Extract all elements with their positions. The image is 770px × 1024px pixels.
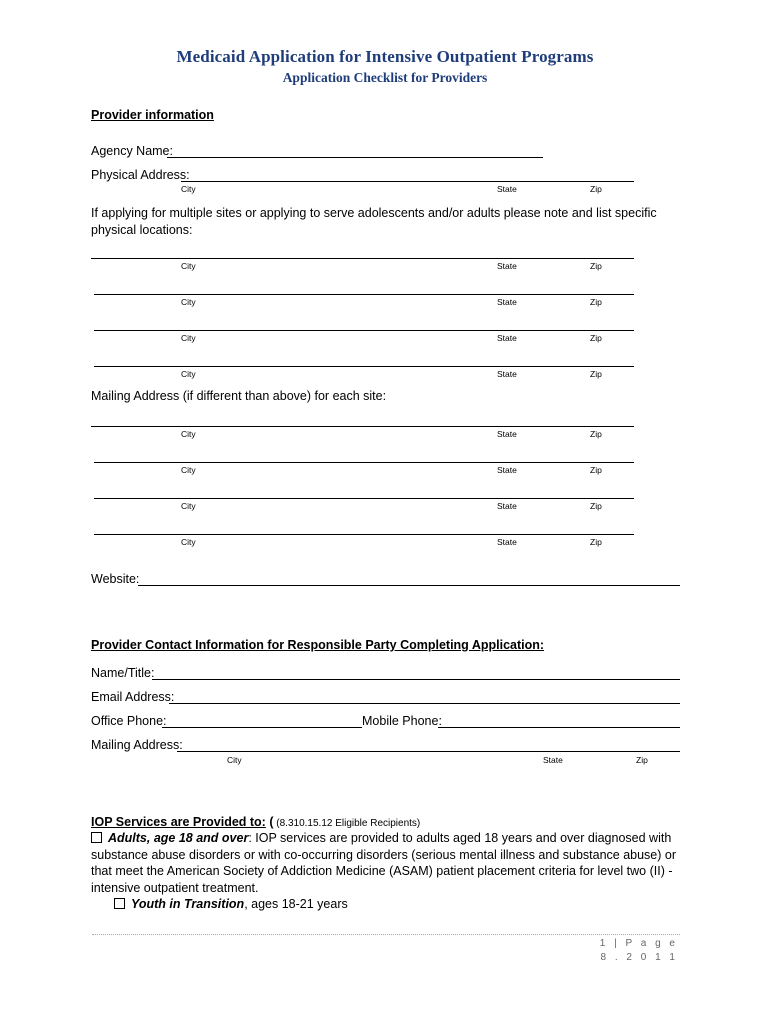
- physical-city-label: City: [181, 184, 196, 194]
- iop-heading: IOP Services are Provided to:: [91, 815, 266, 829]
- page-number-value: 1: [599, 938, 609, 949]
- site-city-label: City: [181, 333, 196, 343]
- agency-name-field[interactable]: [167, 157, 543, 158]
- mailing-site-field[interactable]: [91, 426, 634, 427]
- mailing-site-field[interactable]: [94, 534, 634, 535]
- page-label: | P a g e: [614, 938, 678, 949]
- physical-address-label: Physical Address:: [91, 168, 190, 182]
- youth-checkbox[interactable]: [114, 898, 125, 909]
- adults-checkbox[interactable]: [91, 832, 102, 843]
- physical-address-field[interactable]: [181, 181, 634, 182]
- document-title: Medicaid Application for Intensive Outpatient Programs: [176, 47, 594, 66]
- site-city-label: City: [181, 369, 196, 379]
- provider-info-heading: Provider information: [91, 108, 214, 122]
- site-address-field[interactable]: [94, 294, 634, 295]
- mailing-state-label: State: [497, 501, 517, 511]
- mobile-phone-label: Mobile Phone:: [362, 714, 442, 728]
- page-number: [600, 938, 678, 949]
- agency-name-label: Agency Name:: [91, 144, 173, 158]
- physical-state-label: State: [497, 184, 517, 194]
- iop-heading-line: [91, 813, 420, 831]
- mailing-zip-label: Zip: [590, 537, 602, 547]
- iop-heading-open: (: [265, 815, 274, 829]
- email-label: Email Address:: [91, 690, 175, 704]
- mailing-city-label: City: [181, 501, 196, 511]
- mailing-address-sites-label: Mailing Address (if different than above) for each site:: [91, 389, 387, 403]
- contact-city-label: City: [227, 755, 242, 765]
- mailing-state-label: State: [497, 465, 517, 475]
- email-field[interactable]: [169, 703, 680, 704]
- contact-zip-label: Zip: [636, 755, 648, 765]
- youth-option: [114, 896, 348, 913]
- site-state-label: State: [497, 261, 517, 271]
- office-phone-label: Office Phone:: [91, 714, 167, 728]
- youth-description: , ages 18-21 years: [244, 897, 348, 911]
- website-field[interactable]: [138, 585, 680, 586]
- iop-heading-reference: (8.310.15.12 Eligible Recipients): [273, 818, 421, 829]
- document-date: 8 . 2 0 1 1: [600, 952, 678, 963]
- contact-state-label: State: [543, 755, 563, 765]
- mobile-phone-field[interactable]: [438, 727, 680, 728]
- name-title-field[interactable]: [152, 679, 680, 680]
- multiple-sites-note: If applying for multiple sites or applying to serve adolescents and/or adults please note and list specific physical locations:: [91, 206, 657, 237]
- name-title-label: Name/Title:: [91, 666, 155, 680]
- document-subtitle: Application Checklist for Providers: [282, 70, 488, 85]
- contact-mailing-field[interactable]: [177, 751, 680, 752]
- mailing-zip-label: Zip: [590, 501, 602, 511]
- physical-zip-label: Zip: [590, 184, 602, 194]
- site-address-field[interactable]: [94, 366, 634, 367]
- site-address-field[interactable]: [91, 258, 634, 259]
- mailing-city-label: City: [181, 537, 196, 547]
- site-city-label: City: [181, 261, 196, 271]
- mailing-city-label: City: [181, 429, 196, 439]
- contact-heading: Provider Contact Information for Responsible Party Completing Application:: [91, 638, 545, 652]
- website-label: Website:: [91, 572, 140, 586]
- site-state-label: State: [497, 297, 517, 307]
- adults-option: [91, 830, 681, 896]
- site-zip-label: Zip: [590, 333, 602, 343]
- site-address-field[interactable]: [94, 330, 634, 331]
- mailing-site-field[interactable]: [94, 498, 634, 499]
- adults-description: : IOP services are provided to adults aged 18 years and over diagnosed with substance abuse disorders or with co-occurring disorders (serious mental illness and substance abuse) or that meet the American Society of Addiction Medicine (ASAM) patient placement criteria for level two (II) - intensive outpatient treatment.: [91, 831, 677, 895]
- mailing-zip-label: Zip: [590, 465, 602, 475]
- site-state-label: State: [497, 369, 517, 379]
- site-state-label: State: [497, 333, 517, 343]
- adults-label: Adults, age 18 and over: [108, 831, 249, 845]
- mailing-city-label: City: [181, 465, 196, 475]
- office-phone-field[interactable]: [162, 727, 362, 728]
- mailing-zip-label: Zip: [590, 429, 602, 439]
- mailing-state-label: State: [497, 429, 517, 439]
- youth-label: Youth in Transition: [131, 897, 245, 911]
- mailing-site-field[interactable]: [94, 462, 634, 463]
- site-zip-label: Zip: [590, 369, 602, 379]
- contact-mailing-label: Mailing Address:: [91, 738, 183, 752]
- mailing-state-label: State: [497, 537, 517, 547]
- footer-divider: [92, 934, 680, 935]
- site-city-label: City: [181, 297, 196, 307]
- site-zip-label: Zip: [590, 297, 602, 307]
- site-zip-label: Zip: [590, 261, 602, 271]
